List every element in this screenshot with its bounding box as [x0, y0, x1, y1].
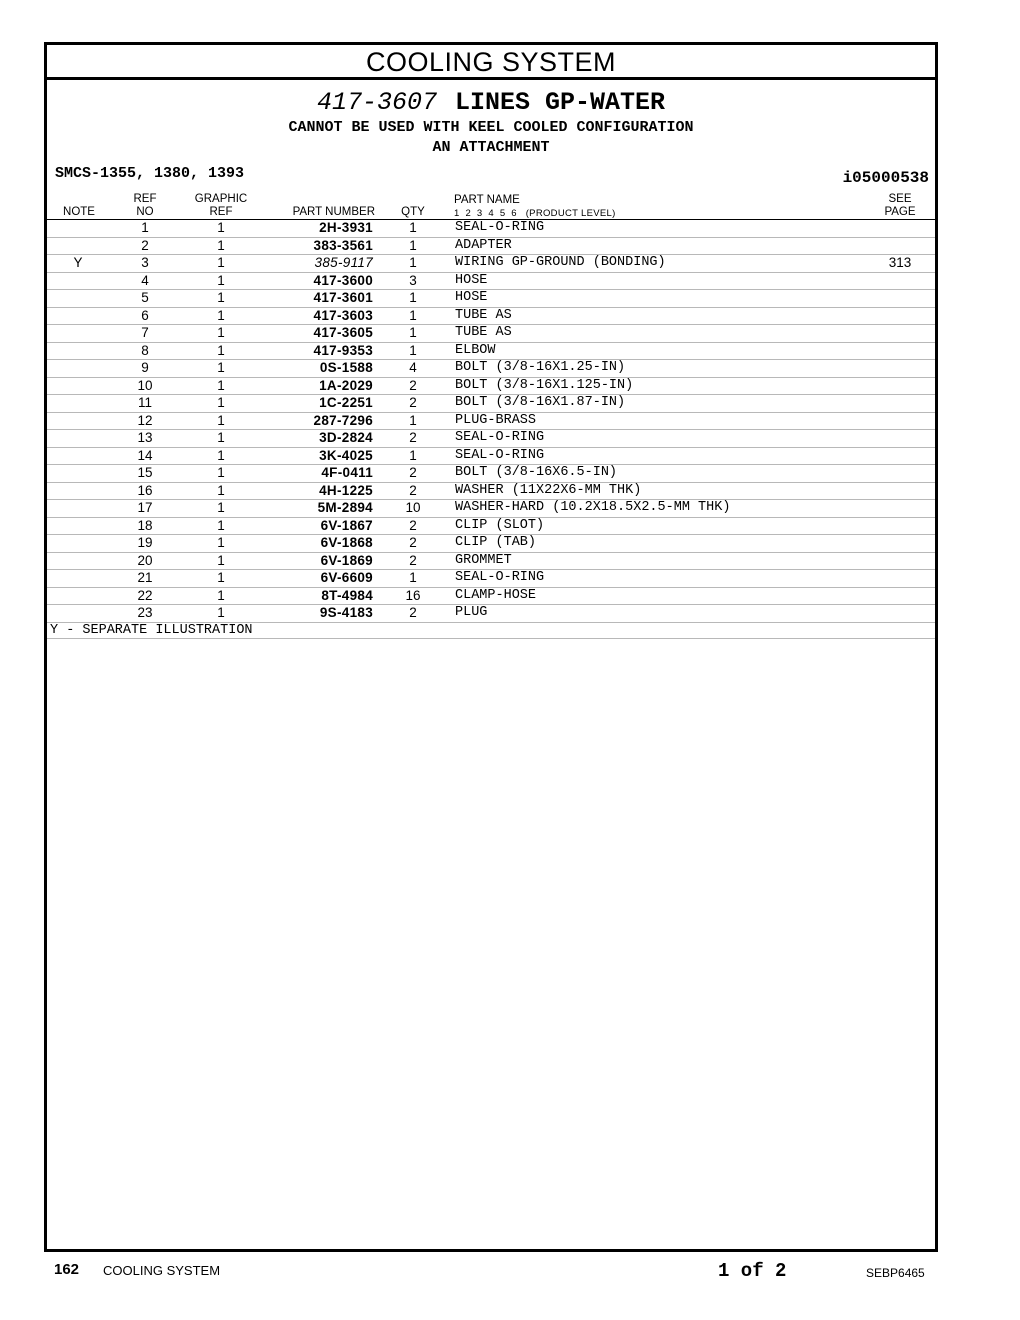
row-part-number: 383-3561	[313, 237, 373, 253]
row-graphic-ref: 1	[217, 447, 225, 463]
row-part-name: CLAMP-HOSE	[455, 587, 537, 603]
table-row	[47, 308, 935, 326]
row-part-name: SEAL-O-RING	[455, 430, 545, 445]
table-row	[47, 413, 935, 431]
row-part-name: TUBE AS	[455, 307, 512, 323]
row-part-name: ADAPTER	[455, 237, 512, 253]
col-note-header: NOTE	[63, 206, 95, 218]
row-part-number: 6V-1868	[320, 535, 373, 550]
row-qty: 2	[409, 465, 417, 480]
row-qty: 1	[409, 342, 417, 358]
group-subtitle-2: AN ATTACHMENT	[432, 139, 550, 156]
row-part-name: TUBE AS	[455, 325, 512, 340]
footer-section: COOLING SYSTEM	[103, 1263, 221, 1278]
row-part-number: 287-7296	[313, 412, 373, 428]
row-part-name: BOLT (3/8-16X1.125-IN)	[455, 377, 634, 393]
row-part-number: 3D-2824	[319, 430, 373, 445]
table-row	[47, 360, 935, 378]
table-row	[47, 483, 935, 501]
col-graphic-header-bottom: REF	[209, 206, 233, 218]
table-row	[47, 448, 935, 466]
table-row	[47, 395, 935, 413]
row-ref-no: 11	[137, 395, 152, 410]
row-part-name: CLIP (TAB)	[455, 535, 537, 550]
row-part-number: 4F-0411	[321, 465, 373, 480]
row-ref-no: 16	[137, 482, 153, 498]
row-part-name: PLUG	[455, 605, 488, 620]
group-subtitle-1: CANNOT BE USED WITH KEEL COOLED CONFIGURATION	[288, 119, 694, 136]
row-part-number: 8T-4984	[321, 587, 373, 603]
row-qty: 4	[409, 360, 417, 375]
row-graphic-ref: 1	[217, 290, 225, 305]
table-row	[47, 518, 935, 536]
footnote: Y - SEPARATE ILLUSTRATION	[47, 623, 935, 640]
group-title	[47, 89, 935, 117]
row-part-number: 6V-1867	[320, 517, 373, 533]
row-graphic-ref: 1	[217, 412, 225, 428]
row-part-name: BOLT (3/8-16X6.5-IN)	[455, 465, 618, 480]
row-ref-no: 6	[141, 307, 149, 323]
row-graphic-ref: 1	[217, 605, 225, 620]
row-ref-no: 5	[141, 290, 149, 305]
row-part-number: 417-3601	[313, 290, 373, 305]
table-row	[47, 220, 935, 238]
row-ref-no: 12	[137, 412, 153, 428]
row-graphic-ref: 1	[217, 395, 225, 410]
table-row	[47, 255, 935, 273]
row-part-name: GROMMET	[455, 552, 512, 568]
row-part-name: BOLT (3/8-16X1.25-IN)	[455, 360, 626, 375]
row-part-number: 5M-2894	[317, 500, 373, 515]
row-qty: 2	[409, 430, 417, 445]
row-ref-no: 17	[137, 500, 153, 515]
row-ref-no: 2	[141, 237, 149, 253]
parts-table-body	[47, 220, 935, 639]
table-row	[47, 238, 935, 256]
row-qty: 1	[409, 447, 417, 463]
row-ref-no: 7	[141, 325, 149, 340]
table-row	[47, 535, 935, 553]
col-ref-header-bottom: NO	[136, 206, 154, 218]
row-graphic-ref: 1	[217, 360, 225, 375]
table-row	[47, 290, 935, 308]
col-part-name-header-top: PART NAME	[454, 194, 520, 206]
row-qty: 2	[409, 482, 417, 498]
row-part-name: ELBOW	[455, 342, 496, 358]
table-row	[47, 273, 935, 291]
row-ref-no: 21	[137, 570, 153, 585]
row-part-number: 417-3603	[313, 307, 373, 323]
row-graphic-ref: 1	[217, 587, 225, 603]
row-graphic-ref: 1	[217, 430, 225, 445]
row-qty: 2	[409, 517, 417, 533]
row-part-number: 2H-3931	[319, 220, 373, 235]
row-qty: 1	[409, 570, 417, 585]
row-part-name: SEAL-O-RING	[455, 447, 545, 463]
col-see-page-header	[875, 193, 925, 219]
col-graphic-header-top: GRAPHIC	[194, 193, 248, 205]
parts-list-frame	[44, 42, 938, 1252]
row-see-page: 313	[888, 255, 912, 270]
row-part-number: 417-9353	[313, 342, 373, 358]
row-ref-no: 8	[141, 342, 149, 358]
row-part-name: SEAL-O-RING	[455, 220, 545, 235]
table-row	[47, 430, 935, 448]
row-part-name: HOSE	[455, 290, 488, 305]
row-part-name: HOSE	[455, 272, 488, 288]
row-graphic-ref: 1	[217, 570, 225, 585]
table-row	[47, 570, 935, 588]
row-ref-no: 4	[141, 272, 149, 288]
row-part-number: 9S-4183	[319, 605, 373, 620]
row-graphic-ref: 1	[217, 255, 225, 270]
row-ref-no: 23	[137, 605, 153, 620]
row-ref-no: 15	[137, 465, 153, 480]
row-qty: 2	[409, 535, 417, 550]
row-part-number: 6V-1869	[320, 552, 373, 568]
row-part-number: 4H-1225	[319, 482, 373, 498]
row-ref-no: 13	[137, 430, 153, 445]
row-qty: 1	[409, 325, 417, 340]
row-qty: 3	[409, 272, 417, 288]
row-graphic-ref: 1	[217, 482, 225, 498]
col-ref-header-top: REF	[133, 193, 157, 205]
row-part-number: 417-3605	[313, 325, 373, 340]
table-row	[47, 465, 935, 483]
row-part-name: PLUG-BRASS	[455, 412, 537, 428]
row-graphic-ref: 1	[217, 342, 225, 358]
col-see-page-header-bottom: PAGE	[884, 206, 916, 218]
row-part-name: CLIP (SLOT)	[455, 517, 545, 533]
row-qty: 1	[409, 220, 417, 235]
row-ref-no: 22	[137, 587, 153, 603]
row-part-name: BOLT (3/8-16X1.87-IN)	[455, 395, 626, 410]
footer-page-number: 162	[54, 1261, 80, 1278]
col-part-name-header	[454, 194, 714, 220]
row-graphic-ref: 1	[217, 535, 225, 550]
row-ref-no: 14	[137, 447, 153, 463]
row-ref-no: 9	[141, 360, 149, 375]
col-product-level-header: 1 2 3 4 5 6 (PRODUCT LEVEL)	[454, 208, 616, 219]
table-row	[47, 500, 935, 518]
row-qty: 2	[409, 605, 417, 620]
footer-sheet: 1 of 2	[718, 1260, 787, 1282]
row-qty: 2	[409, 552, 417, 568]
row-qty: 1	[409, 307, 417, 323]
col-qty-header: QTY	[401, 206, 425, 218]
row-ref-no: 19	[137, 535, 153, 550]
col-part-number-header: PART NUMBER	[292, 206, 375, 218]
row-ref-no: 18	[137, 517, 153, 533]
row-part-number: 1A-2029	[319, 377, 373, 393]
footer-document-number: SEBP6465	[866, 1266, 925, 1280]
row-ref-no: 20	[137, 552, 153, 568]
col-graphic-header	[187, 193, 255, 219]
group-name: LINES GP-WATER	[454, 88, 666, 117]
row-graphic-ref: 1	[217, 220, 225, 235]
table-row	[47, 325, 935, 343]
row-part-number: 0S-1588	[319, 360, 373, 375]
row-graphic-ref: 1	[217, 552, 225, 568]
table-row	[47, 553, 935, 571]
col-see-page-header-top: SEE	[888, 193, 912, 205]
row-qty: 10	[405, 500, 421, 515]
section-title: COOLING SYSTEM	[47, 45, 935, 80]
row-part-name: WASHER (11X22X6-MM THK)	[455, 482, 642, 498]
row-part-number: 1C-2251	[319, 395, 373, 410]
row-ref-no: 1	[141, 220, 149, 235]
row-part-number: 3K-4025	[319, 447, 373, 463]
row-qty: 2	[409, 377, 417, 393]
row-ref-no: 3	[141, 255, 149, 270]
row-qty: 2	[409, 395, 417, 410]
row-qty: 1	[409, 255, 417, 270]
row-qty: 1	[409, 237, 417, 253]
row-part-number: 417-3600	[313, 272, 373, 288]
row-part-name: WIRING GP-GROUND (BONDING)	[455, 255, 666, 270]
row-qty: 1	[409, 412, 417, 428]
table-row	[47, 605, 935, 623]
row-qty: 1	[409, 290, 417, 305]
table-row	[47, 378, 935, 396]
row-graphic-ref: 1	[217, 325, 225, 340]
row-part-number: 6V-6609	[320, 570, 373, 585]
table-row	[47, 588, 935, 606]
row-part-number: 385-9117	[314, 255, 373, 270]
table-row	[47, 343, 935, 361]
illustration-id: i05000538	[842, 169, 929, 187]
row-qty: 16	[405, 587, 421, 603]
row-graphic-ref: 1	[217, 237, 225, 253]
row-note: Y	[73, 255, 83, 270]
row-graphic-ref: 1	[217, 307, 225, 323]
row-part-name: WASHER-HARD (10.2X18.5X2.5-MM THK)	[455, 500, 731, 515]
row-graphic-ref: 1	[217, 272, 225, 288]
col-ref-header	[125, 193, 165, 219]
smcs-codes: SMCS-1355, 1380, 1393	[55, 165, 245, 182]
row-graphic-ref: 1	[217, 500, 225, 515]
row-graphic-ref: 1	[217, 517, 225, 533]
row-ref-no: 10	[137, 377, 153, 393]
row-graphic-ref: 1	[217, 465, 225, 480]
group-number: 417-3607	[316, 88, 437, 117]
row-graphic-ref: 1	[217, 377, 225, 393]
row-part-name: SEAL-O-RING	[455, 570, 545, 585]
